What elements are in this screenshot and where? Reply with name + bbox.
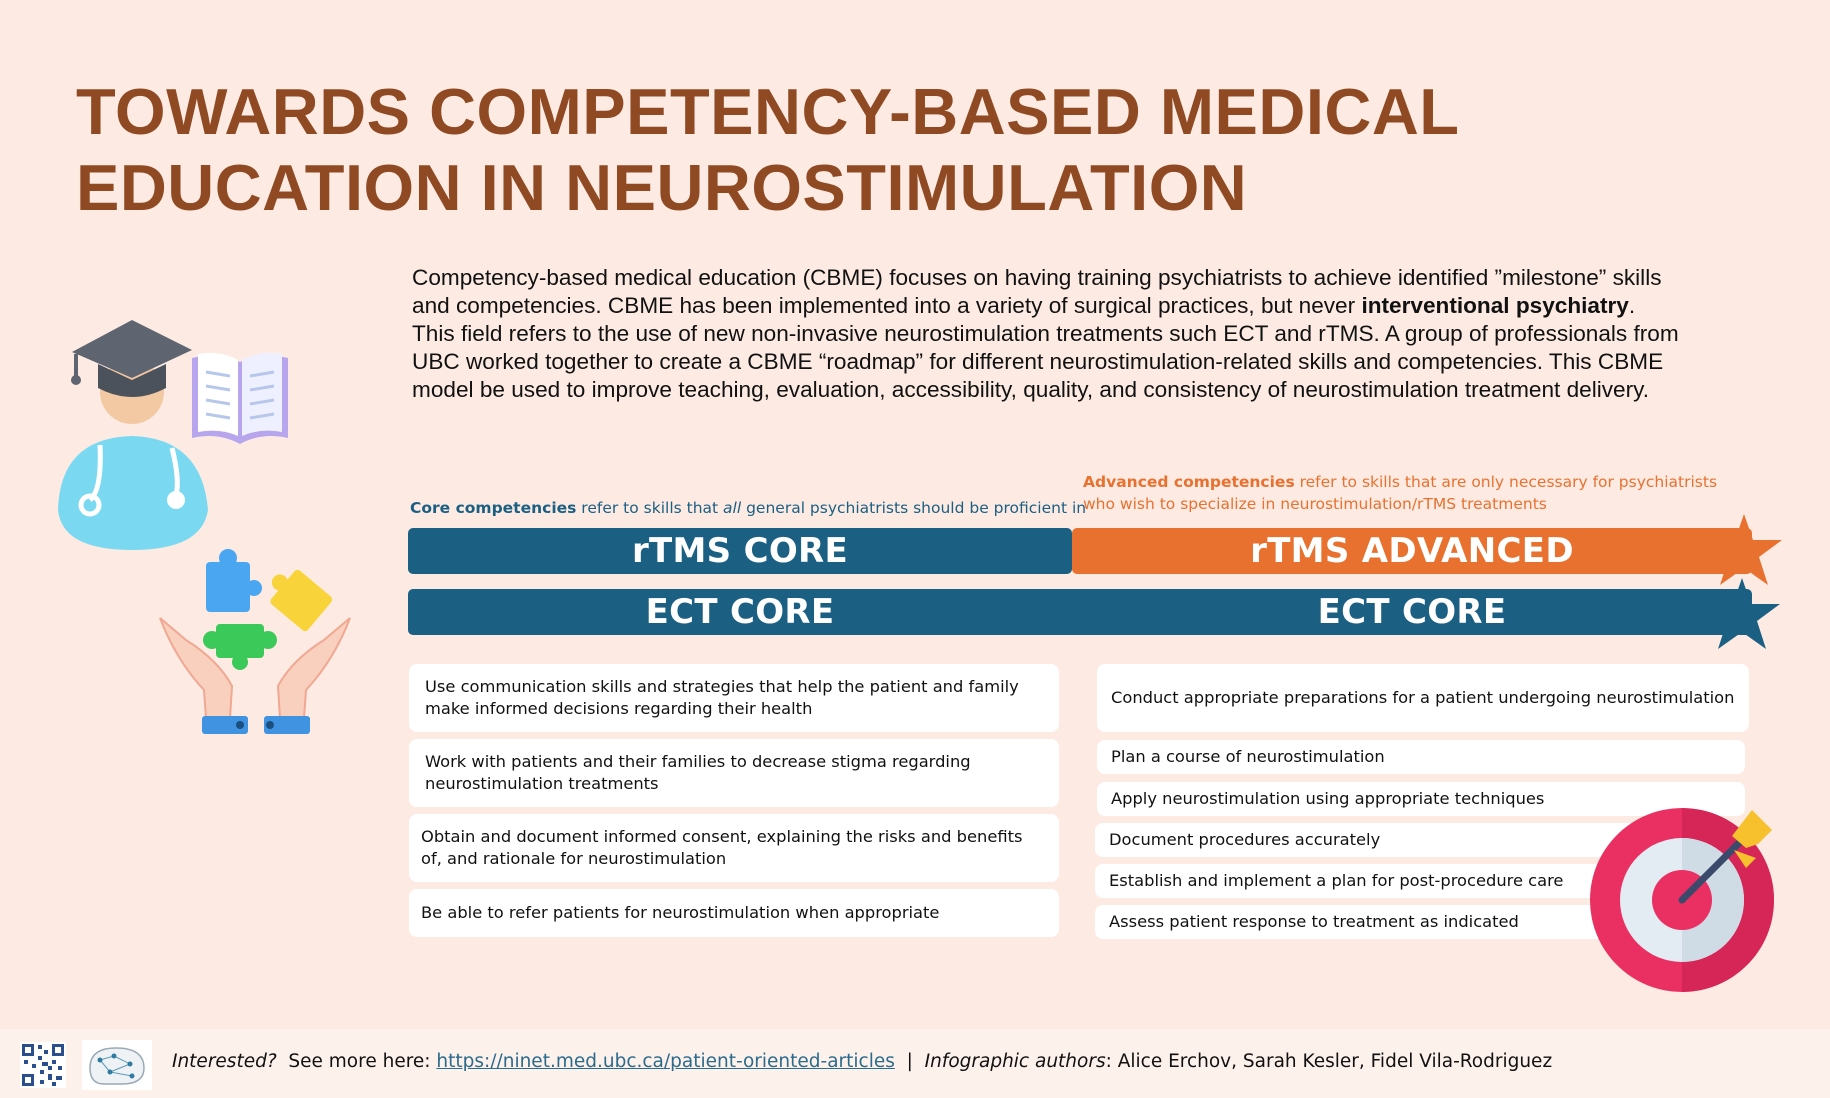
title-line-2: EDUCATION IN NEUROSTIMULATION xyxy=(76,151,1248,224)
star-icon xyxy=(1702,576,1782,652)
core-item-text: Work with patients and their families to decrease stigma regarding neurostimulation treatments xyxy=(425,752,971,793)
rtms-core-bar xyxy=(408,528,1072,574)
core-label-text: refer to skills that xyxy=(576,499,724,517)
intro-text-1: Competency-based medical education (CBME) focuses on having training psychiatrists to achieve identified ”milestone” skills and competencies. CBME has been implemented into a variety of surgical practices, but never xyxy=(412,265,1662,318)
rtms-core-label: rTMS CORE xyxy=(631,531,849,571)
intro-text-2: . This field refers to the use of new non-invasive neurostimulation treatments such ECT and rTMS. A group of professionals from UBC worked together to create a CBME “roadmap” for different neurostimulation-related skills and competencies. This CBME model be used to improve teaching, evaluation, accessibility, quality, and consistency of neurostimulation treatment delivery. xyxy=(412,293,1679,402)
footer-link[interactable]: https://ninet.med.ubc.ca/patient-oriented-articles xyxy=(436,1051,895,1072)
advanced-item xyxy=(1097,664,1749,732)
core-item xyxy=(409,664,1059,732)
advanced-item xyxy=(1095,864,1655,898)
page-title xyxy=(76,74,1576,226)
rtms-advanced-bar xyxy=(1072,528,1752,574)
core-item xyxy=(409,889,1059,937)
ect-core-bar-right xyxy=(1072,589,1752,635)
open-book-icon xyxy=(188,350,292,454)
ect-core-bar-left xyxy=(408,589,1072,635)
advanced-item xyxy=(1095,905,1655,939)
core-item-text: Obtain and document informed consent, explaining the risks and benefits of, and rationale for neurostimulation xyxy=(421,827,1023,868)
footer-authors-label: Infographic authors xyxy=(924,1051,1106,1072)
footer-interested: Interested? xyxy=(172,1051,277,1072)
ect-core-label-left: ECT CORE xyxy=(645,592,835,632)
advanced-competencies-label xyxy=(1083,471,1753,515)
title-line-1: TOWARDS COMPETENCY-BASED MEDICAL xyxy=(76,75,1460,148)
core-label-bold: Core competencies xyxy=(410,499,577,517)
brain-network-icon xyxy=(82,1040,152,1090)
rtms-advanced-label: rTMS ADVANCED xyxy=(1250,531,1574,571)
core-competencies-label xyxy=(410,499,1086,517)
advanced-item xyxy=(1097,740,1745,774)
advanced-label-bold: Advanced competencies xyxy=(1083,473,1295,491)
footer-separator: | xyxy=(894,1051,925,1072)
advanced-label-text: refer to skills that are only necessary for psychiatrists who wish to specialize in neurostimulation/rTMS treatments xyxy=(1083,473,1718,513)
footer-see-more: See more here: xyxy=(276,1051,437,1072)
footer-authors: : Alice Erchov, Sarah Kesler, Fidel Vila-Rodriguez xyxy=(1105,1051,1553,1072)
advanced-item-text: Conduct appropriate preparations for a patient undergoing neurostimulation xyxy=(1111,688,1735,707)
advanced-item-text: Establish and implement a plan for post-procedure care xyxy=(1109,871,1564,890)
core-item-text: Use communication skills and strategies that help the patient and family make informed decisions regarding their health xyxy=(425,677,1019,718)
ect-core-label-right: ECT CORE xyxy=(1317,592,1507,632)
advanced-item xyxy=(1095,823,1655,857)
intro-paragraph xyxy=(412,264,1682,404)
target-arrow-icon xyxy=(1584,806,1780,998)
footer-text xyxy=(172,1051,1552,1072)
qr-code-icon xyxy=(20,1042,66,1088)
puzzle-hands-icon xyxy=(150,540,360,740)
core-item-text: Be able to refer patients for neurostimulation when appropriate xyxy=(421,903,940,922)
intro-bold: interventional psychiatry xyxy=(1361,293,1629,318)
core-label-text-2: general psychiatrists should be proficient in xyxy=(741,499,1087,517)
advanced-item-text: Assess patient response to treatment as indicated xyxy=(1109,912,1519,931)
core-item xyxy=(409,739,1059,807)
advanced-item-text: Plan a course of neurostimulation xyxy=(1111,747,1385,766)
core-label-italic: all xyxy=(723,499,742,517)
advanced-item-text: Document procedures accurately xyxy=(1109,830,1381,849)
core-item xyxy=(409,814,1059,882)
advanced-item-text: Apply neurostimulation using appropriate techniques xyxy=(1111,789,1545,808)
